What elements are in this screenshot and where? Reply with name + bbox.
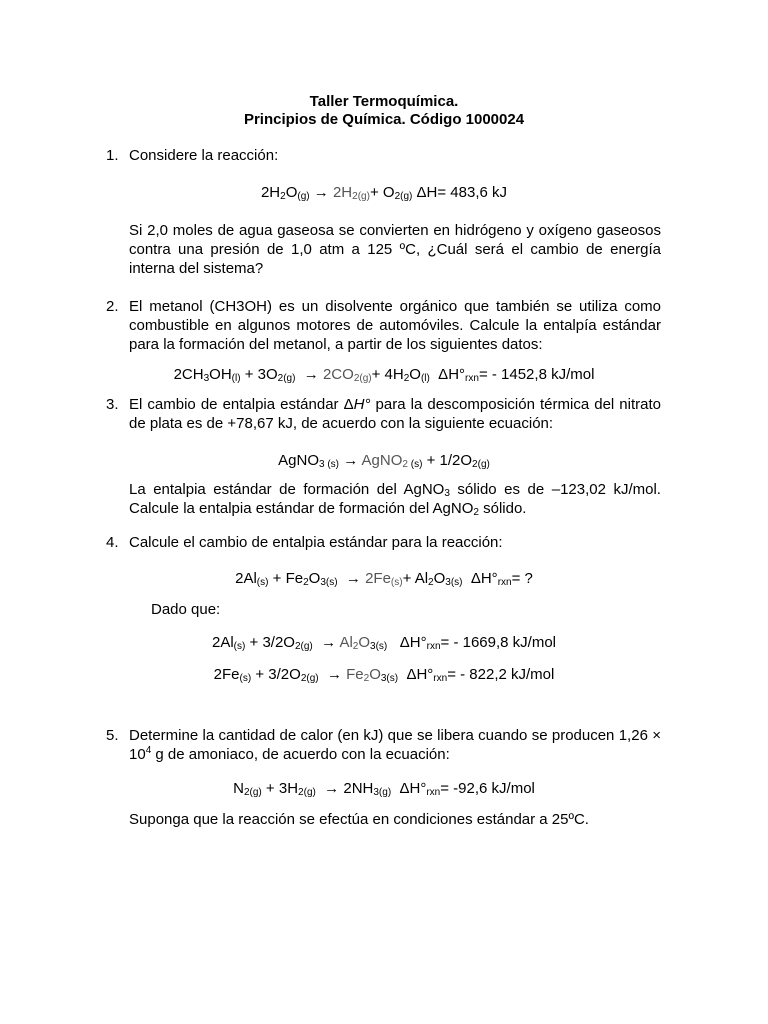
eq-text: ΔH= 483,6 kJ [412, 184, 508, 201]
eq-text: + 4H [371, 366, 404, 383]
eq-text: Al [339, 634, 353, 651]
eq-sub: (s) [407, 459, 423, 470]
q5-number: 5. [106, 727, 119, 744]
q4-number: 4. [106, 534, 119, 551]
q5-body [129, 726, 661, 764]
eq-sub: rxn [426, 641, 441, 652]
eq-text: O [308, 570, 321, 587]
eq-text: = - 1669,8 kJ/mol [440, 634, 557, 651]
q3-body2 [129, 480, 661, 518]
eq-text: + 3H [261, 780, 299, 797]
eq-text: + 3/2O [245, 634, 295, 651]
eq-sub: (s) [390, 577, 403, 588]
eq-text: O [285, 184, 298, 201]
q4-intro: Calcule el cambio de entalpia estándar para la reacción: [129, 534, 503, 551]
eq-sub: rxn [497, 577, 512, 588]
eq-sub: 3(s) [320, 577, 338, 588]
body-sup: 4 [145, 745, 152, 756]
eq-text: ΔH° [429, 366, 466, 383]
eq-sub: 2(g) [294, 641, 313, 652]
eq-text: = ? [511, 570, 533, 587]
q3-equation [0, 451, 768, 470]
eq-text: = - 1452,8 kJ/mol [478, 366, 595, 383]
q4-equation-3 [0, 665, 768, 684]
eq-text: O [409, 366, 421, 383]
q2-body: El metanol (CH3OH) es un disolvente orgánico que también se utiliza como combustible en algunos motores de automóviles. Calcule la entalpía estándar para la formación del metanol, a partir de los siguientes datos: [129, 298, 661, 353]
body-sub: 3 [444, 488, 450, 499]
eq-sub: 3(g) [373, 787, 392, 798]
q4-equation-2 [0, 633, 768, 652]
eq-sub: 2(g) [394, 191, 413, 202]
eq-text: + O [369, 184, 395, 201]
eq-arrow: → [295, 366, 323, 383]
eq-sub: 2(g) [472, 459, 490, 470]
eq-sub: 2 [352, 641, 359, 652]
eq-sub: (s) [324, 459, 340, 470]
eq-text: O [358, 634, 371, 651]
eq-sub: 3 [203, 373, 210, 384]
eq-sub: 3(s) [445, 577, 463, 588]
eq-sub: 2(g) [353, 373, 372, 384]
body-text: sólido es de –123,02 kJ/mol. Calcule la entalpia estándar de formación del AgNO [129, 481, 661, 517]
eq-text: + Al [402, 570, 429, 587]
eq-text: O [369, 666, 381, 683]
q2-equation [0, 365, 768, 384]
eq-sub: 2 [428, 577, 434, 588]
eq-sub: 2 [403, 373, 410, 384]
eq-sub: 2 [280, 191, 286, 202]
body-text: sólido. [478, 500, 527, 517]
eq-text: O [433, 570, 446, 587]
eq-sub: 2 [402, 459, 408, 470]
eq-sub: (l) [420, 373, 430, 384]
eq-sub: 3 [319, 459, 325, 470]
body-text: para la descomposición térmica del nitrato de plata es de +78,67 kJ, de acuerdo con la siguiente ecuación: [129, 396, 662, 432]
q4-equation [0, 569, 768, 588]
eq-sub: (s) [239, 673, 252, 684]
eq-arrow: → [309, 184, 333, 201]
q4-given: Dado que: [151, 601, 221, 618]
eq-sub: rxn [426, 787, 441, 798]
eq-sub: (s) [233, 641, 246, 652]
eq-text: 2Al [235, 570, 257, 587]
eq-text: 2Fe [213, 666, 240, 683]
eq-sub: (g) [297, 191, 310, 202]
eq-sub: 2 [303, 577, 309, 588]
q1-equation [0, 183, 768, 202]
q3-body [129, 395, 661, 433]
eq-arrow: → [339, 452, 362, 469]
eq-text: 2H [260, 184, 281, 201]
eq-text: + 3O [240, 366, 278, 383]
q5-footer: Suponga que la reacción se efectúa en condiciones estándar a 25ºC. [129, 811, 589, 828]
body-text: La entalpia estándar de formación del AgNO [129, 481, 445, 498]
eq-text: + 3/2O [251, 666, 301, 683]
eq-text: ΔH° [391, 780, 427, 797]
body-text: El cambio de entalpia estándar Δ [129, 396, 354, 413]
eq-sub: 3(s) [370, 641, 388, 652]
eq-sub: 2(g) [298, 787, 316, 798]
body-text: H° [353, 396, 371, 413]
eq-text: ΔH° [387, 634, 427, 651]
document-subtitle: Principios de Química. Código 1000024 [243, 111, 525, 128]
body-sub: 2 [473, 507, 479, 518]
eq-text: N [233, 780, 244, 797]
eq-sub: 2(g) [300, 673, 319, 684]
eq-text: 2CO [322, 366, 354, 383]
q5-equation [0, 779, 768, 798]
eq-text: = - 822,2 kJ/mol [447, 666, 555, 683]
eq-sub: rxn [433, 673, 448, 684]
q1-body: Si 2,0 moles de agua gaseosa se convierten en hidrógeno y oxígeno gaseosos contra una presión de 1,0 atm a 125 ºC, ¿Cuál será el cambio de energía interna del sistema? [129, 222, 661, 277]
eq-text: 2H [332, 184, 353, 201]
eq-text: ΔH° [462, 570, 498, 587]
eq-sub: 2(g) [277, 373, 296, 384]
eq-text: AgNO [278, 452, 320, 469]
eq-sub: rxn [465, 373, 479, 384]
eq-sub: (l) [231, 373, 241, 384]
body-text: Determine la cantidad de calor (en kJ) que se libera cuando se producen 1,26 × 10 [129, 727, 661, 763]
eq-text: 2CH [173, 366, 204, 383]
eq-sub: 2 [363, 673, 370, 684]
eq-sub: 2(g) [352, 191, 370, 202]
eq-text: 2Al [211, 634, 234, 651]
q1-number: 1. [106, 147, 119, 164]
q2-number: 2. [106, 298, 119, 315]
eq-text: Fe [346, 666, 364, 683]
document-title: Taller Termoquímica. [309, 93, 459, 110]
eq-sub: (s) [256, 577, 269, 588]
eq-text: 2Fe [365, 570, 391, 587]
eq-text: → 2NH [315, 780, 374, 797]
q3-number: 3. [106, 396, 119, 413]
eq-sub: 3(s) [380, 673, 399, 684]
eq-text: + 1/2O [422, 452, 473, 469]
body-text: g de amoniaco, de acuerdo con la ecuación: [151, 746, 450, 763]
eq-text: OH [209, 366, 232, 383]
q1-intro: Considere la reacción: [129, 147, 279, 164]
eq-text: AgNO [361, 452, 403, 469]
eq-arrow: → [337, 570, 366, 587]
eq-arrow: → [312, 634, 340, 651]
eq-sub: 2(g) [243, 787, 262, 798]
eq-text: = -92,6 kJ/mol [440, 780, 535, 797]
eq-arrow: → [318, 666, 347, 683]
eq-text: + Fe [268, 570, 304, 587]
eq-text: ΔH° [398, 666, 434, 683]
